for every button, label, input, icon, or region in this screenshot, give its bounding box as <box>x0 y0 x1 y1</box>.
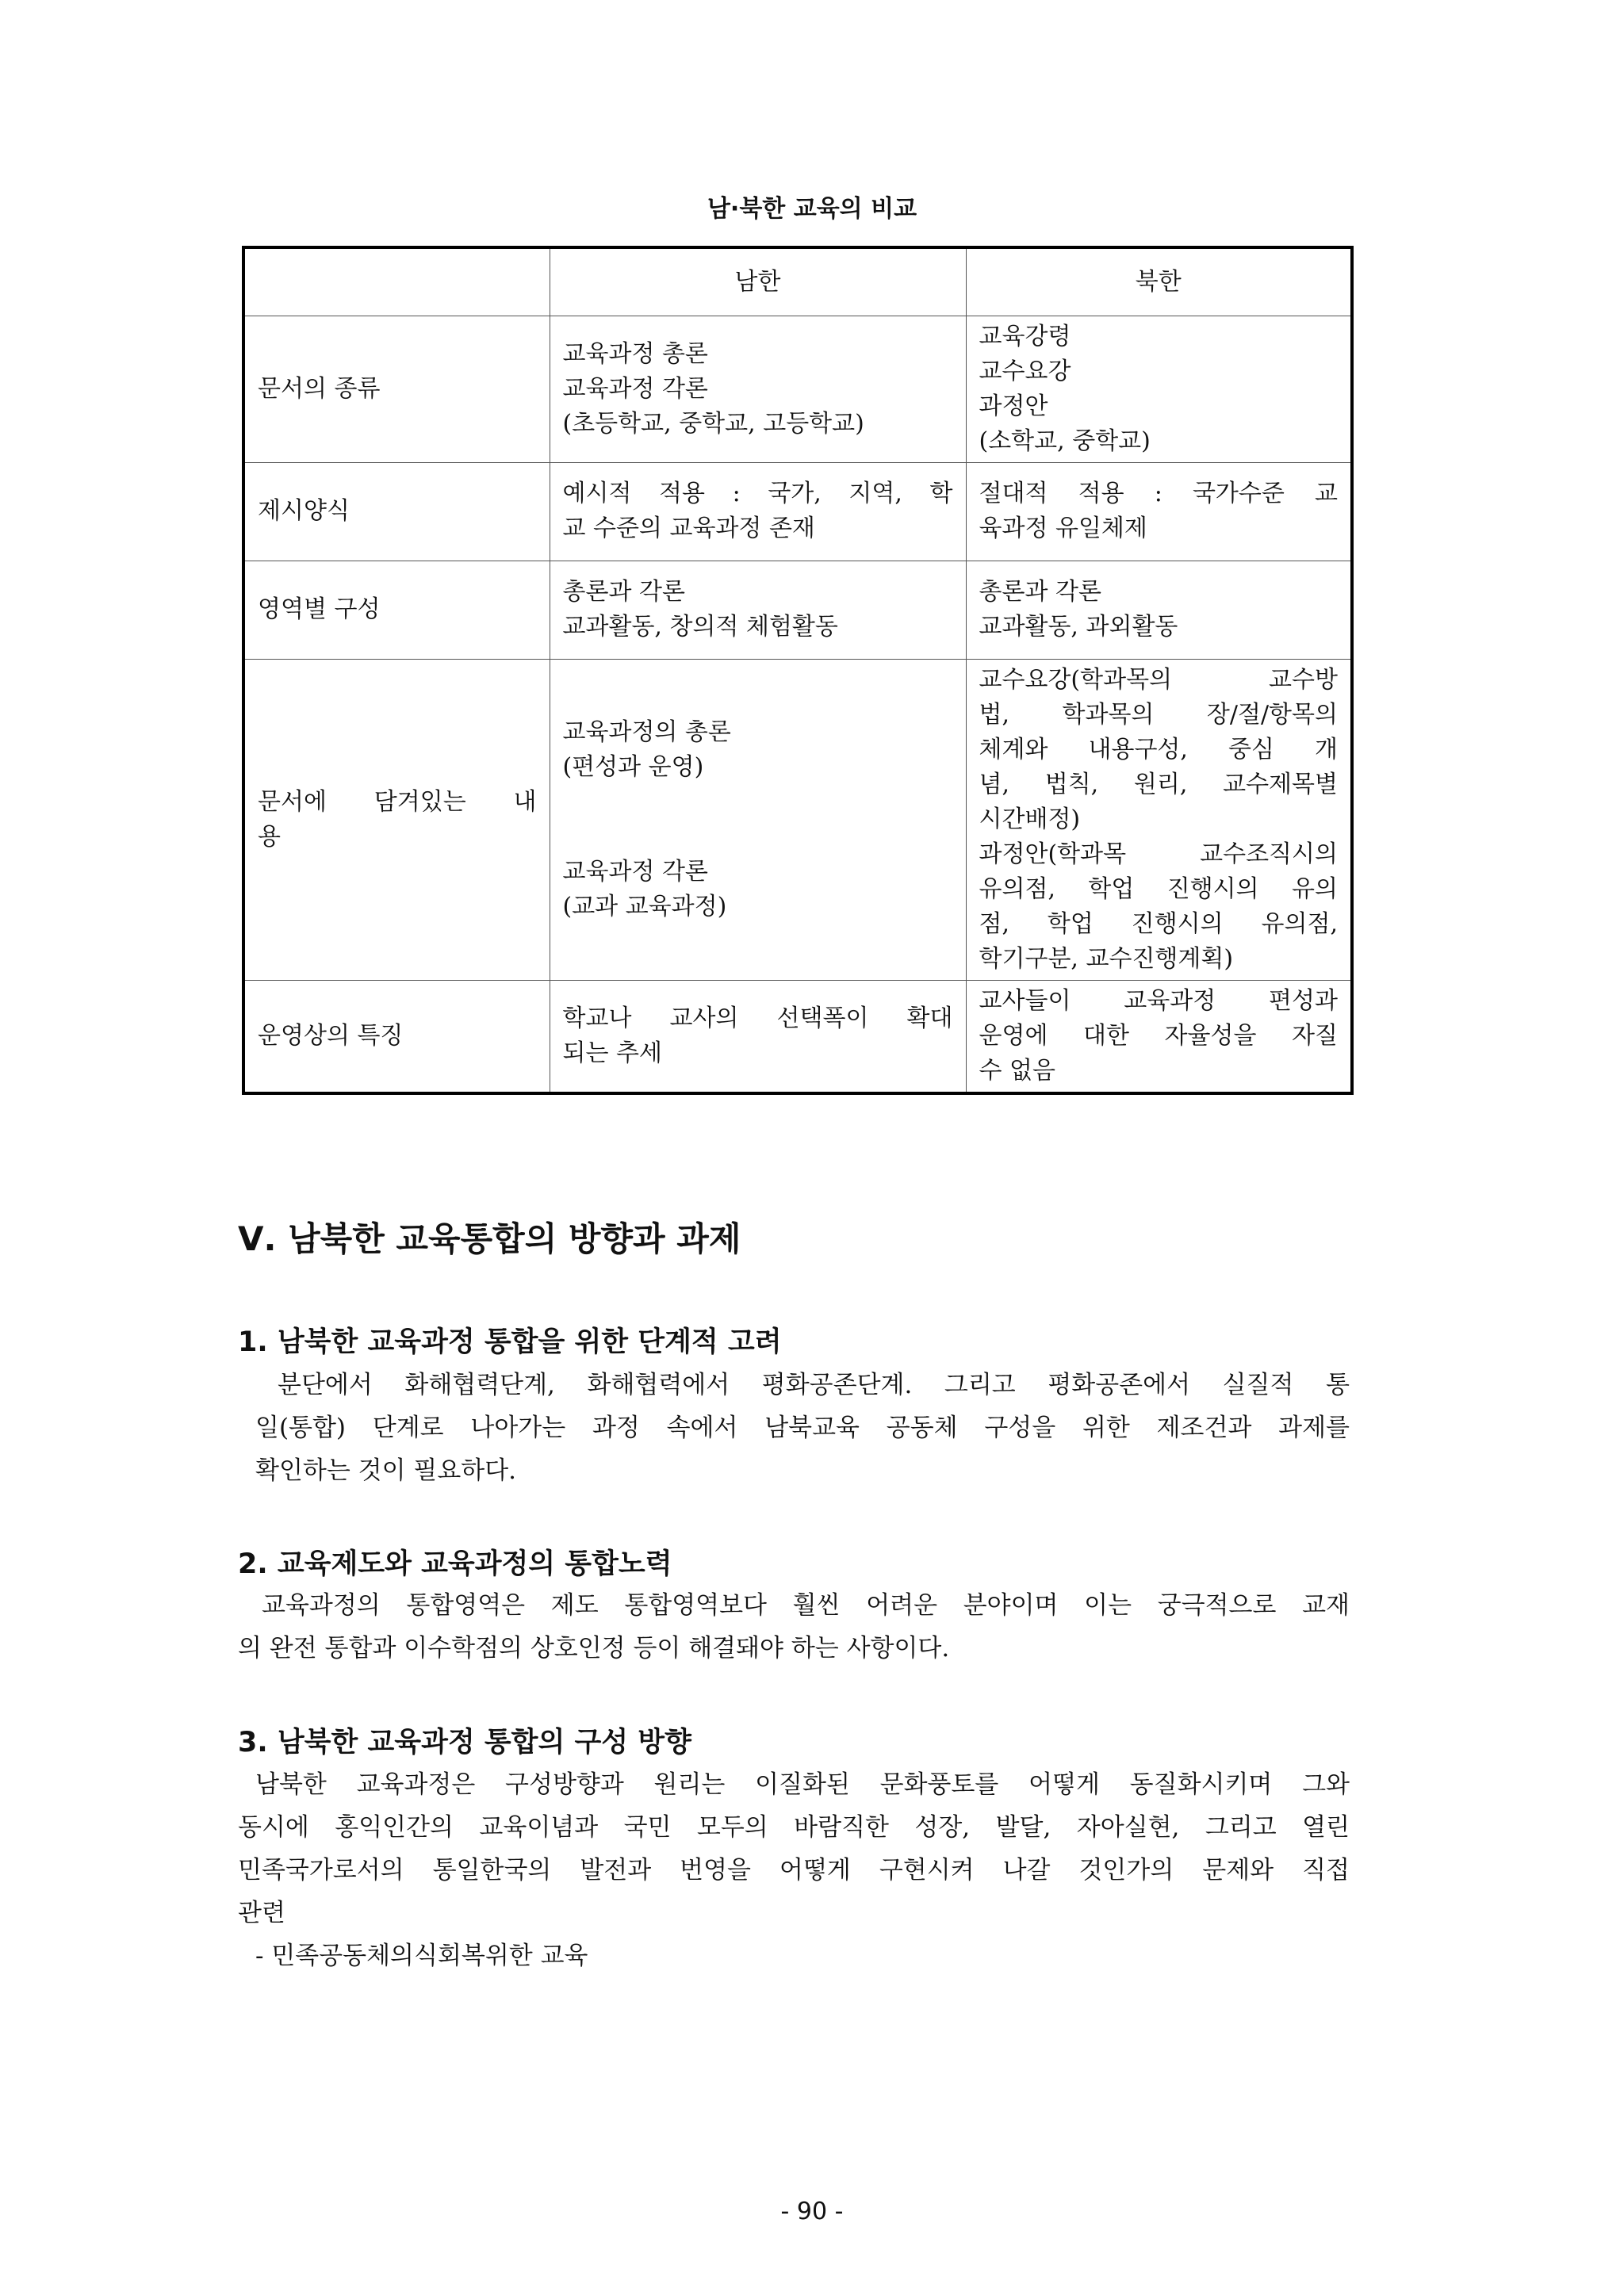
cell-line: 과정안 <box>979 392 1048 420</box>
cell-line: 총론과 각론 <box>562 578 685 606</box>
section-title: Ⅴ. 남북한 교육통합의 방향과 과제 <box>238 1219 741 1258</box>
row-label: 운영상의 특징 <box>243 980 550 1093</box>
paragraph-3 <box>238 1763 1350 1977</box>
cell-line: 수 없음 <box>979 1056 1055 1085</box>
paragraph-line: 동시에 홍익인간의 교육이념과 국민 모두의 바람직한 성장, 발달, 자아실현, 그리고 열린 <box>238 1813 1350 1842</box>
cell-line: 학교나 교사의 선택폭이 확대 <box>562 1004 953 1032</box>
cell-line: 유의점, 학업 진행시의 유의 <box>979 874 1338 903</box>
cell-line: 교육강령 <box>979 322 1071 350</box>
cell-line: 시간배정) <box>979 805 1081 833</box>
cell-line: 예시적 적용 : 국가, 지역, 학 <box>562 480 953 507</box>
cell-south <box>550 659 966 980</box>
cell-line: 과정안(학과목 교수조직시의 <box>979 840 1338 868</box>
table-row <box>243 659 1352 980</box>
cell-south <box>550 462 966 561</box>
cell-line: 법, 학과목의 장/절/항목의 <box>979 700 1338 729</box>
cell-line: 육과정 유일체제 <box>979 515 1147 542</box>
table-row <box>243 462 1352 561</box>
cell-line: 총론과 각론 <box>979 578 1101 606</box>
cell-line: 점, 학업 진행시의 유의점, <box>979 909 1338 938</box>
subsection-title-1: 1. 남북한 교육과정 통합을 위한 단계적 고려 <box>238 1326 782 1358</box>
paragraph-line: 일(통합) 단계로 나아가는 과정 속에서 남북교육 공동체 구성을 위한 제조건과 과제를 <box>255 1414 1350 1442</box>
header-north: 북한 <box>966 247 1352 316</box>
paragraph-line: 남북한 교육과정은 구성방향과 원리는 이질화된 문화풍토를 어떻게 동질화시키며 그와 <box>255 1770 1350 1799</box>
paragraph-line: 의 완전 통합과 이수학점의 상호인정 등이 해결돼야 하는 사항이다. <box>238 1634 950 1663</box>
cell-line: 교수요강 <box>979 357 1071 385</box>
cell-line: 교육과정 각론 <box>562 857 708 886</box>
comparison-table <box>242 246 1354 1095</box>
table-row <box>243 561 1352 659</box>
paragraph-line: 분단에서 화해협력단계, 화해협력에서 평화공존단계. 그리고 평화공존에서 실질적 통 <box>278 1371 1350 1399</box>
table-row <box>243 980 1352 1093</box>
table-row <box>243 316 1352 462</box>
cell-line: (편성과 운영) <box>562 752 704 781</box>
table-header-row <box>243 247 1352 316</box>
cell-line: (교과 교육과정) <box>562 892 727 920</box>
cell-line: (초등학교, 중학교, 고등학교) <box>562 409 864 438</box>
cell-line: 념, 법칙, 원리, 교수제목별 <box>979 770 1338 798</box>
paragraph-1 <box>238 1364 1350 1492</box>
paragraph-line: 확인하는 것이 필요하다. <box>255 1456 517 1485</box>
header-south: 남한 <box>550 247 966 316</box>
cell-line <box>563 820 953 855</box>
row-label <box>243 659 550 980</box>
cell-line: 문서에 담겨있는 내 <box>258 787 537 816</box>
header-empty <box>243 247 550 316</box>
cell-line: 교육과정의 총론 <box>562 718 731 746</box>
cell-line: 교과활동, 창의적 체험활동 <box>562 613 838 641</box>
cell-north <box>966 561 1352 659</box>
cell-line: 체계와 내용구성, 중심 개 <box>979 735 1338 763</box>
paragraph-2 <box>238 1584 1350 1670</box>
cell-line: 학기구분, 교수진행계획) <box>979 944 1234 973</box>
cell-line: 용 <box>258 822 281 851</box>
cell-line: 절대적 적용 : 국가수준 교 <box>979 480 1338 507</box>
cell-line: 운영에 대한 자율성을 자질 <box>979 1021 1338 1050</box>
paragraph-line: 교육과정의 통합영역은 제도 통합영역보다 훨씬 어려운 분야이며 이는 궁극적으로 교재 <box>262 1591 1350 1620</box>
table-caption: 남·북한 교육의 비교 <box>707 195 917 223</box>
subsection-title-2: 2. 교육제도와 교육과정의 통합노력 <box>238 1548 672 1580</box>
row-label: 문서의 종류 <box>243 316 550 462</box>
cell-line: 교사들이 교육과정 편성과 <box>979 986 1338 1015</box>
cell-line: 교과활동, 과외활동 <box>979 613 1178 641</box>
cell-line: (소학교, 중학교) <box>979 427 1151 455</box>
cell-north <box>966 462 1352 561</box>
cell-line: 되는 추세 <box>562 1039 662 1067</box>
cell-south <box>550 980 966 1093</box>
list-item: - 민족공동체의식회복위한 교육 <box>255 1942 588 1970</box>
page-number: - 90 - <box>780 2198 844 2225</box>
row-label: 제시양식 <box>243 462 550 561</box>
paragraph-line: 민족국가로서의 통일한국의 발전과 번영을 어떻게 구현시켜 나갈 것인가의 문제와 직접 <box>238 1856 1350 1885</box>
cell-line: 교육과정 각론 <box>562 374 708 403</box>
subsection-title-3: 3. 남북한 교육과정 통합의 구성 방향 <box>238 1727 691 1758</box>
cell-north <box>966 316 1352 462</box>
row-label: 영역별 구성 <box>243 561 550 659</box>
cell-line: 교수요강(학과목의 교수방 <box>979 665 1338 694</box>
cell-line <box>563 785 953 820</box>
paragraph-line: 관련 <box>238 1899 285 1927</box>
cell-line: 교육과정 총론 <box>562 339 708 368</box>
cell-south <box>550 316 966 462</box>
cell-south <box>550 561 966 659</box>
cell-north <box>966 659 1352 980</box>
cell-line: 교 수준의 교육과정 존재 <box>562 515 815 542</box>
cell-north <box>966 980 1352 1093</box>
